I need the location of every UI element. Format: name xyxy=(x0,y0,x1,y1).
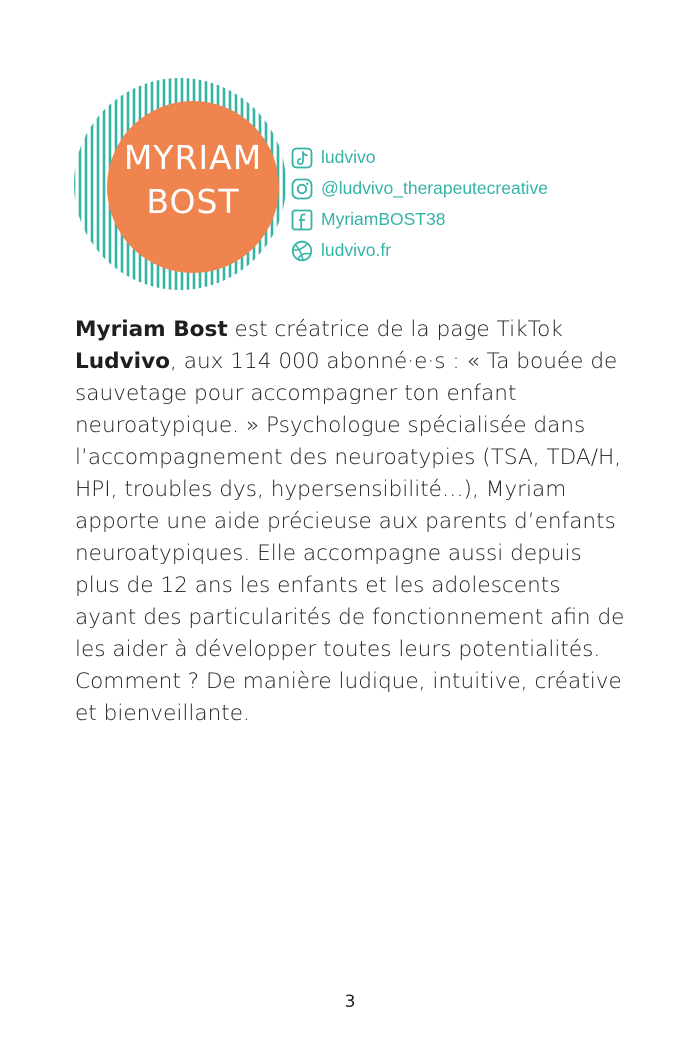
social-instagram-handle: @ludvivo_therapeutecreative xyxy=(321,178,548,198)
author-name-badge xyxy=(100,97,286,263)
social-facebook-handle: MyriamBOST38 xyxy=(321,209,446,229)
bio-page-name: Ludvivo xyxy=(75,349,170,374)
bio-text-part-1: est créatrice de la page TikTok xyxy=(227,317,563,342)
tiktok-icon xyxy=(291,147,313,169)
page-number: 3 xyxy=(344,992,356,1012)
social-item-instagram[interactable] xyxy=(291,173,548,204)
social-item-website[interactable] xyxy=(291,235,548,266)
bio-author-name: Myriam Bost xyxy=(75,317,228,342)
social-website-url: ludvivo.fr xyxy=(321,240,392,260)
author-last-name: BOST xyxy=(146,182,240,221)
social-tiktok-handle: ludvivo xyxy=(321,147,376,167)
author-biography xyxy=(75,314,627,730)
dribbble-globe-icon xyxy=(291,240,313,262)
social-links xyxy=(291,142,548,266)
bio-text-part-2: , aux 114 000 abonné·e·s : « Ta bouée de sauvetage pour accompagner ton enfant neuroatypique. » Psychologue spécialisée dans l’accompagnement des neuroatypies (TSA, TDA/H, HPI, troubles dys, hypersensibilité…), Myriam apporte une aide précieuse aux parents d’enfants neuroatypiques. Elle accompagne aussi depuis plus de 12 ans les enfants et les adolescents ayant des particularités de fonctionnement afin de les aider à développer toutes leurs potentialités. Comment ? De manière ludique, intuitive, créative et bienveillante. xyxy=(75,349,625,726)
social-item-tiktok[interactable] xyxy=(291,142,548,173)
facebook-icon xyxy=(291,209,313,231)
social-item-facebook[interactable] xyxy=(291,204,548,235)
author-first-name: MYRIAM xyxy=(123,138,263,177)
instagram-icon xyxy=(291,178,313,200)
